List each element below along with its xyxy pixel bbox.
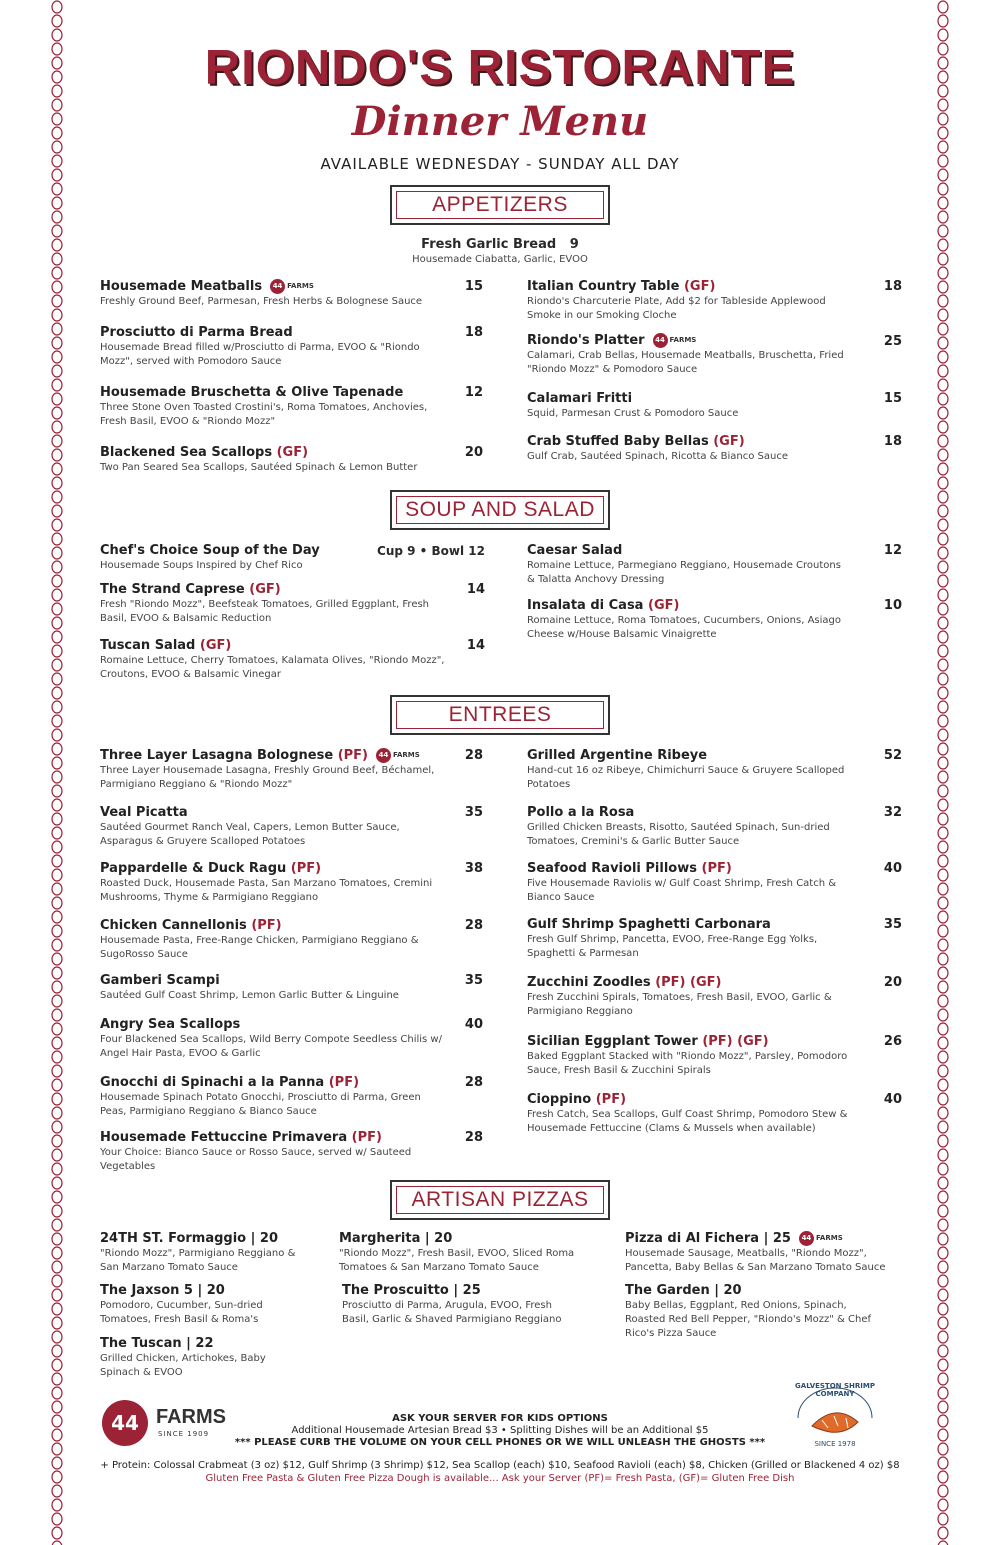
- 44-farms-badge: 44 FARMS: [653, 333, 697, 348]
- menu-item: Riondo's Platter 44 FARMS Calamari, Crab Bellas, Housemade Meatballs, Bruschetta, Fried "Riondo Mozz" & Pomodoro Sauce: [527, 333, 844, 375]
- item-price: 38: [464, 861, 483, 876]
- menu-item: The Strand Caprese (GF) Fresh "Riondo Mozz", Beefsteak Tomatoes, Grilled Eggplant, Fresh Basil, EVOO & Balsamic Reduction: [100, 582, 430, 624]
- 44-farms-badge: 44 FARMS: [376, 748, 420, 763]
- menu-item: Caesar Salad Romaine Lettuce, Parmegiano Reggiano, Housemade Croutons & Talatta Anchovy Dressing: [527, 543, 841, 585]
- item-price: 28: [464, 1130, 483, 1145]
- item-price: 40: [464, 1017, 483, 1032]
- phones-notice: *** PLEASE CURB THE VOLUME ON YOUR CELL PHONES OR WE WILL UNLEASH THE GHOSTS ***: [234, 1437, 766, 1448]
- 44-farms-badge: 44 FARMS: [270, 279, 314, 294]
- menu-item: Veal Picatta Sautéed Gourmet Ranch Veal, Capers, Lemon Butter Sauce, Asparagus & Gruyere Scalloped Potatoes: [100, 805, 400, 847]
- shrimp-company-name: GALVESTON SHRIMP COMPANY: [795, 1382, 875, 1398]
- pizza-item: The Tuscan | 22 Grilled Chicken, Artichokes, Baby Spinach & EVOO: [100, 1336, 266, 1378]
- menu-item: Gulf Shrimp Spaghetti Carbonara Fresh Gulf Shrimp, Pancetta, EVOO, Free-Range Egg Yolks, Spaghetti & Parmesan: [527, 917, 818, 959]
- gluten-free-note: Gluten Free Pasta & Gluten Free Pizza Dough is available... Ask your Server (PF)= Fresh Pasta, (GF)= Gluten Free Dish: [205, 1473, 795, 1484]
- menu-item: Crab Stuffed Baby Bellas (GF) Gulf Crab, Sautéed Spinach, Ricotta & Bianco Sauce: [527, 434, 789, 462]
- left-chain-border: [50, 0, 64, 1545]
- item-price: 40: [883, 861, 902, 876]
- item-price: 12: [464, 385, 483, 400]
- item-price: 20: [883, 975, 902, 990]
- menu-item: Chef's Choice Soup of the Day Housemade Soups Inspired by Chef Rico: [100, 543, 320, 571]
- item-price: 14: [466, 638, 485, 653]
- item-price: 18: [464, 325, 483, 340]
- kids-options-text: ASK YOUR SERVER FOR KIDS OPTIONS: [392, 1413, 608, 1424]
- menu-item: Calamari Fritti Squid, Parmesan Crust & Pomodoro Sauce: [527, 391, 739, 419]
- pizza-item: The Proscuitto | 25 Prosciutto di Parma, Arugula, EVOO, Fresh Basil, Garlic & Shaved Parmigiano Reggiano: [342, 1283, 562, 1325]
- menu-item: Three Layer Lasagna Bolognese (PF) 44 FARMS Three Layer Housemade Lasagna, Freshly Ground Beef, Béchamel, Parmigiano Reggiano & "Riondo Mozz": [100, 748, 435, 790]
- item-price: 10: [883, 598, 902, 613]
- item-price: 35: [464, 805, 483, 820]
- menu-item: Zucchini Zoodles (PF) (GF) Fresh Zucchini Spirals, Tomatoes, Fresh Basil, EVOO, Garlic & Parmigiano Reggiano: [527, 975, 832, 1017]
- menu-item: Sicilian Eggplant Tower (PF) (GF) Baked Eggplant Stacked with "Riondo Mozz", Parsley, Pomodoro Sauce, Fresh Basil & Zucchini Spirals: [527, 1034, 848, 1076]
- menu-item: Angry Sea Scallops Four Blackened Sea Scallops, Wild Berry Compote Seedless Chilis w/ Angel Hair Pasta, EVOO & Garlic: [100, 1017, 442, 1059]
- menu-item: Pappardelle & Duck Ragu (PF) Roasted Duck, Housemade Pasta, San Marzano Tomatoes, Cremini Mushrooms, Thyme & Parmigiano Reggiano: [100, 861, 433, 903]
- item-price: Cup 9 • Bowl 12: [377, 544, 485, 558]
- shrimp-company-since: SINCE 1978: [814, 1440, 856, 1448]
- menu-item: Housemade Meatballs 44 FARMS Freshly Ground Beef, Parmesan, Fresh Herbs & Bolognese Sauce: [100, 279, 423, 307]
- featured-name: Fresh Garlic Bread: [421, 237, 557, 252]
- menu-item: Chicken Cannellonis (PF) Housemade Pasta, Free-Range Chicken, Parmigiano Reggiano & SugoRosso Sauce: [100, 918, 419, 960]
- item-price: 28: [464, 918, 483, 933]
- menu-item: Gnocchi di Spinachi a la Panna (PF) Housemade Spinach Potato Gnocchi, Prosciutto di Parma, Green Peas, Parmigiano Reggiano & Bianco Sauce: [100, 1075, 421, 1117]
- menu-subtitle: Dinner Menu: [351, 98, 649, 145]
- menu-item: Insalata di Casa (GF) Romaine Lettuce, Roma Tomatoes, Cucumbers, Onions, Asiago Cheese w/House Balsamic Vinaigrette: [527, 598, 841, 640]
- 44-farms-badge: 44 FARMS: [799, 1231, 843, 1246]
- soup-salad-heading: SOUP AND SALAD: [390, 490, 610, 530]
- featured-item: [0, 237, 1000, 265]
- item-price: 14: [466, 582, 485, 597]
- item-price: 40: [883, 1092, 902, 1107]
- item-price: 26: [883, 1034, 902, 1049]
- menu-item: Housemade Bruschetta & Olive Tapenade Three Stone Oven Toasted Crostini's, Roma Tomatoes, Anchovies, Fresh Basil, EVOO & "Riondo Mozz": [100, 385, 428, 427]
- pizza-item: Pizza di Al Fichera | 25 44 FARMS Housemade Sausage, Meatballs, "Riondo Mozz", Pancetta, Baby Bellas & San Marzano Tomato Sauce: [625, 1231, 886, 1273]
- item-price: 15: [883, 391, 902, 406]
- pizza-item: The Garden | 20 Baby Bellas, Eggplant, Red Onions, Spinach, Roasted Red Bell Pepper, "Riondo's Mozz" & Chef Rico's Pizza Sauce: [625, 1283, 872, 1339]
- menu-item: Blackened Sea Scallops (GF) Two Pan Seared Sea Scallops, Sautéed Spinach & Lemon Butter: [100, 445, 418, 473]
- featured-desc: Housemade Ciabatta, Garlic, EVOO: [412, 254, 588, 265]
- menu-item: Tuscan Salad (GF) Romaine Lettuce, Cherry Tomatoes, Kalamata Olives, "Riondo Mozz", Croutons, EVOO & Balsamic Vinegar: [100, 638, 445, 680]
- menu-item: Seafood Ravioli Pillows (PF) Five Housemade Raviolis w/ Gulf Coast Shrimp, Fresh Catch & Bianco Sauce: [527, 861, 837, 903]
- menu-item: Pollo a la Rosa Grilled Chicken Breasts, Risotto, Sautéed Spinach, Sun-dried Tomatoes, Cremini's & Garlic Butter Sauce: [527, 805, 830, 847]
- pizza-item: Margherita | 20 "Riondo Mozz", Fresh Basil, EVOO, Sliced Roma Tomatoes & San Marzano Tomato Sauce: [339, 1231, 575, 1273]
- extras-text: Additional Housemade Artesian Bread $3 • Splitting Dishes will be an Additional $5: [291, 1425, 709, 1436]
- menu-item: Gamberi Scampi Sautéed Gulf Coast Shrimp, Lemon Garlic Butter & Linguine: [100, 973, 399, 1001]
- item-price: 28: [464, 1075, 483, 1090]
- item-price: 18: [883, 434, 902, 449]
- menu-item: Cioppino (PF) Fresh Catch, Sea Scallops, Gulf Coast Shrimp, Pomodoro Stew & Housemade Fettuccine (Clams & Mussels when available): [527, 1092, 848, 1134]
- item-price: 12: [883, 543, 902, 558]
- protein-addons: + Protein: Colossal Crabmeat (3 oz) $12, Gulf Shrimp (3 Shrimp) $12, Sea Scallop (each) $10, Seafood Ravioli (each) $8, Chicken (Grilled or Blackened 4 oz) $8: [100, 1460, 900, 1471]
- entrees-heading: ENTREES: [390, 695, 610, 735]
- menu-item: Italian Country Table (GF) Riondo's Charcuterie Plate, Add $2 for Tableside Applewood Smoke in our Smoking Cloche: [527, 279, 826, 321]
- item-price: 35: [464, 973, 483, 988]
- item-price: 18: [883, 279, 902, 294]
- 44-farms-logo: 44 FARMS SINCE 1909: [102, 1400, 252, 1448]
- item-price: 28: [464, 748, 483, 763]
- appetizers-heading: APPETIZERS: [390, 185, 610, 225]
- item-price: 35: [883, 917, 902, 932]
- item-price: 52: [883, 748, 902, 763]
- menu-item: Housemade Fettuccine Primavera (PF) Your Choice: Bianco Sauce or Rosso Sauce, served w/ Sauteed Vegetables: [100, 1130, 412, 1172]
- featured-price: 9: [569, 237, 579, 252]
- pizza-item: 24TH ST. Formaggio | 20 "Riondo Mozz", Parmigiano Reggiano & San Marzano Tomato Sauce: [100, 1231, 296, 1273]
- item-price: 25: [883, 334, 902, 349]
- item-price: 20: [464, 445, 483, 460]
- restaurant-title: RIONDO'S RISTORANTE: [204, 41, 796, 95]
- pizzas-heading: ARTISAN PIZZAS: [390, 1180, 610, 1220]
- item-price: 15: [464, 279, 483, 294]
- right-chain-border: [936, 0, 950, 1545]
- menu-item: Grilled Argentine Ribeye Hand-cut 16 oz Ribeye, Chimichurri Sauce & Gruyere Scalloped Potatoes: [527, 748, 845, 790]
- availability-text: AVAILABLE WEDNESDAY - SUNDAY ALL DAY: [320, 155, 680, 173]
- menu-item: Prosciutto di Parma Bread Housemade Bread filled w/Prosciutto di Parma, EVOO & "Riondo Mozz", served with Pomodoro Sauce: [100, 325, 420, 367]
- pizza-item: The Jaxson 5 | 20 Pomodoro, Cucumber, Sun-dried Tomatoes, Fresh Basil & Roma's: [100, 1283, 263, 1325]
- item-price: 32: [883, 805, 902, 820]
